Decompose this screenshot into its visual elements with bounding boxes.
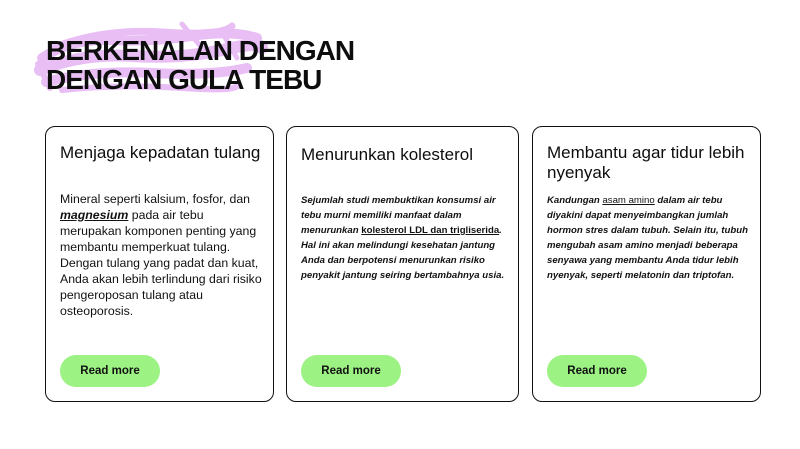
card-body-text: Dengan tulang yang padat dan kuat, Anda akan lebih terlindung dari risiko pengeroposan tulang atau osteoporosis. [60, 256, 262, 318]
read-more-button[interactable]: Read more [547, 355, 647, 387]
card-title: Membantu agar tidur lebih nyenyak [547, 143, 745, 182]
card-body-text: Hal ini akan melindungi kesehatan jantung Anda dan berpotensi menurunkan risiko penyakit jantung seiring bertambahnya usia. [301, 240, 505, 281]
card-title: Menurunkan kolesterol [301, 145, 473, 164]
card-body-text: Kandungan [547, 195, 603, 206]
page-title [46, 36, 354, 94]
card-body [301, 193, 508, 283]
card-bone-density [45, 126, 274, 402]
cholesterol-link[interactable]: kolesterol LDL dan trigliserida [361, 225, 500, 236]
card-body-text: Sejumlah studi membuktikan konsumsi air tebu murni memiliki manfaat dalam menurunkan [301, 195, 496, 236]
card-body-text: pada air tebu merupakan komponen penting yang membantu memperkuat tulang. [60, 208, 257, 254]
magnesium-link[interactable]: magnesium [60, 208, 129, 222]
card-body [547, 193, 750, 283]
card-sleep [532, 126, 761, 402]
read-more-button[interactable]: Read more [301, 355, 401, 387]
amino-acid-link[interactable]: asam amino [602, 195, 655, 206]
read-more-button[interactable]: Read more [60, 355, 160, 387]
card-body-text: . [499, 225, 502, 236]
card-body-text: Mineral seperti kalsium, fosfor, dan [60, 192, 251, 206]
page-title-line-1: BERKENALAN DENGAN [46, 35, 355, 66]
card-body-text: dalam air tebu diyakini dapat menyeimbangkan jumlah hormon stres dalam tubuh. Selain itu, tubuh mengubah asam amino menjadi beberapa senyawa yang membantu Anda tidur lebih nyenyak, seperti melatonin dan triptofan. [547, 195, 748, 281]
page-title-line-2: DENGAN GULA TEBU [46, 64, 322, 95]
card-cholesterol [286, 126, 519, 402]
card-body [60, 191, 263, 319]
card-title: Menjaga kepadatan tulang [60, 143, 261, 162]
